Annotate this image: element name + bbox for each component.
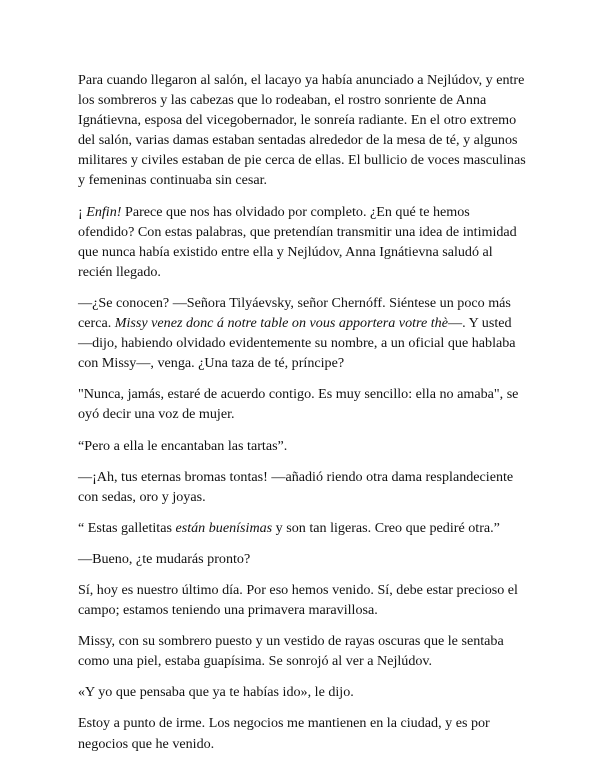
paragraph-2-lead: ¡ (78, 203, 87, 220)
paragraph-3-rest: —. Y usted —dijo, habiendo olvidado evidentemente su nombre, a un oficial que hablaba con Missy—, venga. ¿Una taza de té, príncipe? (78, 315, 516, 372)
paragraph-1 (78, 70, 528, 191)
paragraph-11 (78, 682, 528, 702)
paragraph-3 (78, 293, 528, 373)
paragraph-7-rest: y son tan ligeras. Creo que pediré otra.” (272, 519, 500, 536)
paragraph-6-text: —¡Ah, tus eternas bromas tontas! —añadió riendo otra dama resplandeciente con sedas, oro y joyas. (78, 468, 514, 505)
paragraph-4-text: "Nunca, jamás, estaré de acuerdo contigo. Es muy sencillo: ella no amaba", se oyó decir una voz de mujer. (78, 386, 519, 423)
paragraph-2 (78, 202, 528, 282)
paragraph-3-italic: Missy venez donc á notre table on vous apportera votre thè (114, 315, 448, 332)
paragraph-6 (78, 467, 528, 507)
paragraph-9 (78, 580, 528, 620)
paragraph-11-text: «Y yo que pensaba que ya te habías ido», le dijo. (78, 684, 354, 701)
paragraph-10 (78, 631, 528, 671)
document-page (78, 70, 528, 765)
paragraph-12 (78, 713, 528, 753)
paragraph-8-text: —Bueno, ¿te mudarás pronto? (78, 550, 251, 567)
paragraph-7 (78, 518, 528, 538)
paragraph-5 (78, 436, 528, 456)
paragraph-9-text: Sí, hoy es nuestro último día. Por eso hemos venido. Sí, debe estar precioso el campo; estamos teniendo una primavera maravillosa. (78, 581, 518, 619)
paragraph-7-lead: “ Estas galletitas (78, 519, 176, 536)
paragraph-7-italic: están buenísimas (175, 519, 273, 536)
paragraph-5-text: “Pero a ella le encantaban las tartas”. (78, 437, 288, 454)
paragraph-1-text: Para cuando llegaron al salón, el lacayo ya había anunciado a Nejlúdov, y entre los sombreros y las cabezas que lo rodeaban, el rostro sonriente de Anna Ignátievna, esposa del vicegobernador, le sonreía radiante. En el otro extremo del salón, varias damas estaban sentadas alrededor de la mesa de té, y algunos militares y civiles estaban de pie cerca de ellas. El bullicio de voces masculinas y femeninas continuaba sin cesar. (78, 72, 526, 189)
paragraph-2-italic: Enfin! (86, 203, 122, 220)
paragraph-12-text: Estoy a punto de irme. Los negocios me mantienen en la ciudad, y es por negocios que he venido. (78, 715, 490, 752)
paragraph-3-lead: —¿Se conocen? —Señora Tilyáevsky, señor Chernóff. Siéntese un poco más cerca. (78, 294, 511, 332)
paragraph-4 (78, 384, 528, 424)
paragraph-10-text: Missy, con su sombrero puesto y un vestido de rayas oscuras que le sentaba como una piel, estaba guapísima. Se sonrojó al ver a Nejlúdov. (78, 633, 504, 670)
paragraph-2-rest: Parece que nos has olvidado por completo. ¿En qué te hemos ofendido? Con estas palabras, que pretendían transmitir una idea de intimidad que nunca había existido entre ella y Nejlúdov, Anna Ignátievna saludó al recién llegado. (78, 203, 517, 280)
paragraph-8 (78, 549, 528, 569)
